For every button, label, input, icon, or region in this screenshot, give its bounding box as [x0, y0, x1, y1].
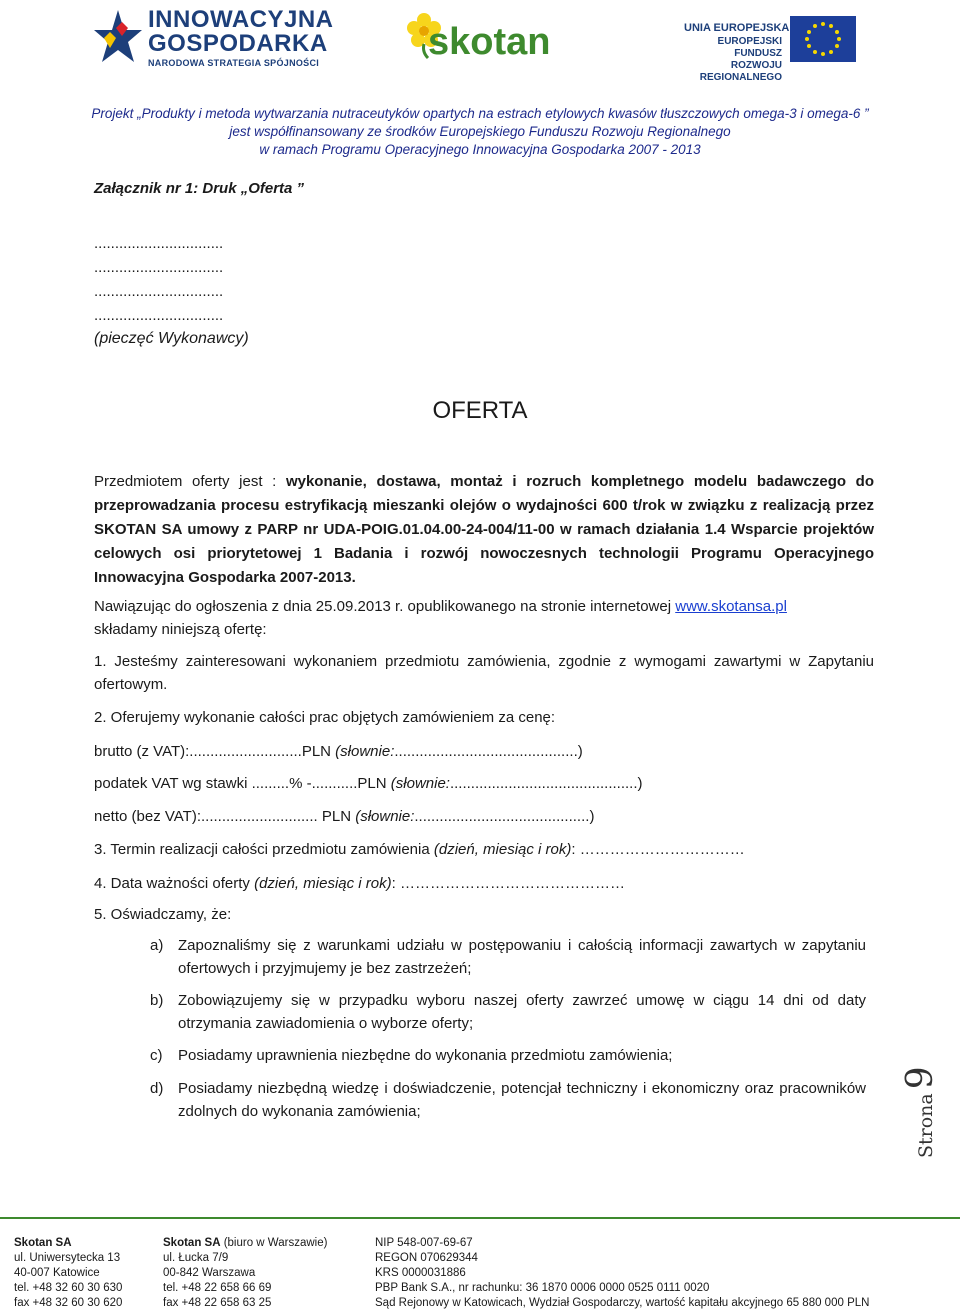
stamp-dots-1: ............................... — [94, 235, 224, 252]
ig-logo-line2: GOSPODARKA — [148, 30, 328, 57]
ue-logo-line2: EUROPEJSKI FUNDUSZ — [717, 36, 782, 59]
skotansa-link[interactable]: www.skotansa.pl — [675, 598, 787, 615]
price-netto-line — [94, 805, 874, 828]
footer-line: NIP 548-007-69-67 — [375, 1237, 473, 1249]
footer-divider — [0, 1217, 960, 1219]
skotan-logo-text: skotan — [428, 21, 551, 63]
stamp-dots-2: ............................... — [94, 259, 224, 276]
netto-words-dots: .......................................... — [414, 808, 590, 825]
page-label-number: 9 — [900, 1066, 941, 1090]
reference-text: Nawiązując do ogłoszenia z dnia 25.09.2013 r. opublikowanego na stronie internetowej — [94, 598, 676, 615]
project-line-1: Projekt „Produkty i metoda wytwarzania nutraceutyków opartych na estrach etylowych kwasów tłuszczowych omega-3 i omega-6 ” — [91, 106, 869, 121]
point-4-date-hint: (dzień, miesiąc i rok) — [254, 875, 392, 892]
brutto-label: brutto (z VAT):...........................PLN — [94, 743, 336, 760]
attachment-title: Załącznik nr 1: Druk „Oferta ” — [94, 180, 305, 197]
ue-logo-line1: UNIA EUROPEJSKA — [684, 22, 790, 34]
declaration-label: c) — [150, 1047, 163, 1064]
ue-logo-line3: ROZWOJU REGIONALNEGO — [699, 60, 782, 83]
point-3 — [94, 838, 874, 861]
stamp-label: (pieczęć Wykonawcy) — [94, 330, 249, 347]
netto-end: ) — [589, 808, 595, 825]
point-4 — [94, 872, 874, 895]
price-brutto-line — [94, 740, 874, 763]
offer-subject-intro: Przedmiotem oferty jest : — [94, 473, 286, 490]
reference-line2: składamy niniejszą ofertę: — [94, 621, 267, 638]
declaration-d — [150, 1077, 866, 1123]
declaration-label: a) — [150, 937, 164, 954]
declaration-text: Zapoznaliśmy się z warunkami udziału w postępowaniu i całością informacji zawartych w zapytaniu ofertowych i przyjmujemy je bez zastrzeżeń; — [178, 937, 866, 977]
ue-logo-lines — [672, 36, 782, 84]
point-3-text: 3. Termin realizacji całości przedmiotu zamówienia — [94, 841, 434, 858]
footer-line: 00-842 Warszawa — [163, 1267, 256, 1279]
page-number — [900, 1066, 941, 1248]
ig-logo-line3: NARODOWA STRATEGIA SPÓJNOŚCI — [148, 58, 320, 68]
footer-col-registry — [375, 1236, 955, 1311]
footer-company-name: Skotan SA — [163, 1237, 221, 1249]
page-label-word: Strona — [915, 1093, 937, 1158]
footer-line: ul. Uniwersytecka 13 — [14, 1252, 121, 1264]
point-1: 1. Jesteśmy zainteresowani wykonaniem przedmiotu zamówienia, zgodnie z wymogami zawartymi w Zapytaniu ofertowym. — [94, 653, 874, 693]
declaration-label: d) — [150, 1080, 164, 1097]
footer-line: Sąd Rejonowy w Katowicach, Wydział Gospodarczy, wartość kapitału akcyjnego 65 880 000 PLN — [375, 1297, 870, 1309]
footer-line: fax +48 32 60 30 620 — [14, 1297, 123, 1309]
declaration-c — [150, 1044, 866, 1067]
footer-line: fax +48 22 658 63 25 — [163, 1297, 272, 1309]
declaration-text: Posiadamy niezbędną wiedzę i doświadczenie, potencjał techniczny i ekonomiczny oraz pracowników zdolnych do wykonania zamówienia; — [178, 1080, 866, 1120]
vat-label: podatek VAT wg stawki .........% -...........PLN — [94, 775, 391, 792]
stamp-dots-3: ............................... — [94, 283, 224, 300]
point-4-dots: : ……………………………………… — [391, 875, 625, 892]
point-4-text: 4. Data ważności oferty — [94, 875, 255, 892]
footer-col-katowice — [14, 1236, 122, 1311]
footer-office-suffix: (biuro w Warszawie) — [220, 1237, 328, 1249]
brutto-words-label: (słownie: — [335, 743, 395, 760]
declaration-text: Posiadamy uprawnienia niezbędne do wykonania przedmiotu zamówienia; — [178, 1047, 673, 1064]
project-line-2: jest współfinansowany ze środków Europejskiego Funduszu Rozwoju Regionalnego — [229, 124, 731, 139]
offer-subject-bold: wykonanie, dostawa, montaż i rozruch kompletnego modelu badawczego do przeprowadzania procesu estryfikacją mieszanki olejów o wydajności 600 t/rok w związku z realizacją przez SKOTAN SA umowy z PARP nr UDA-POIG.01.04.00-24-004/11-00 w ramach działania 1.4 Wsparcie projektów celowych osi priorytetowej 1 Badania i rozwój nowoczesnych technologii Programu Operacyjnego Innowacyjna Gospodarka 2007-2013. — [94, 473, 874, 586]
footer-col-warszawa — [163, 1236, 327, 1311]
reference-paragraph — [94, 595, 874, 641]
offer-title: OFERTA — [432, 397, 528, 424]
point-2: 2. Oferujemy wykonanie całości prac objętych zamówieniem za cenę: — [94, 709, 556, 726]
ig-star-icon — [92, 8, 144, 70]
footer-line: tel. +48 22 658 66 69 — [163, 1282, 272, 1294]
footer-line: tel. +48 32 60 30 630 — [14, 1282, 123, 1294]
point-5: 5. Oświadczamy, że: — [94, 906, 232, 923]
footer-line: 40-007 Katowice — [14, 1267, 100, 1279]
declaration-label: b) — [150, 992, 164, 1009]
vat-words-label: (słownie: — [390, 775, 450, 792]
point-3-date-hint: (dzień, miesiąc i rok) — [433, 841, 572, 858]
footer-company-name: Skotan SA — [14, 1237, 72, 1249]
declaration-b — [150, 989, 866, 1035]
declaration-a — [150, 934, 866, 980]
footer-line: KRS 0000031886 — [375, 1267, 466, 1279]
eu-flag-icon — [790, 16, 856, 62]
footer-line: REGON 070629344 — [375, 1252, 478, 1264]
vat-end: ) — [637, 775, 643, 792]
footer-line: PBP Bank S.A., nr rachunku: 36 1870 0006 0000 0525 0111 0020 — [375, 1282, 710, 1294]
brutto-words-dots: ........................................... — [394, 743, 574, 760]
vat-words-dots: ............................................. — [449, 775, 638, 792]
ig-logo-line1: INNOWACYJNA — [148, 6, 334, 33]
footer-line: ul. Łucka 7/9 — [163, 1252, 229, 1264]
netto-label: netto (bez VAT):............................ PLN — [94, 808, 356, 825]
point-3-dots: : …………………………… — [571, 841, 745, 858]
netto-words-label: (słownie: — [355, 808, 415, 825]
stamp-dots-4: ............................... — [94, 307, 224, 324]
declaration-text: Zobowiązujemy się w przypadku wyboru naszej oferty zawrzeć umowę w ciągu 14 dni od daty otrzymania zawiadomienia o wyborze oferty; — [178, 992, 866, 1032]
offer-subject — [94, 470, 874, 590]
price-vat-line — [94, 772, 874, 795]
brutto-end: .) — [573, 743, 583, 760]
project-line-3: w ramach Programu Operacyjnego Innowacyjna Gospodarka 2007 - 2013 — [259, 142, 701, 157]
